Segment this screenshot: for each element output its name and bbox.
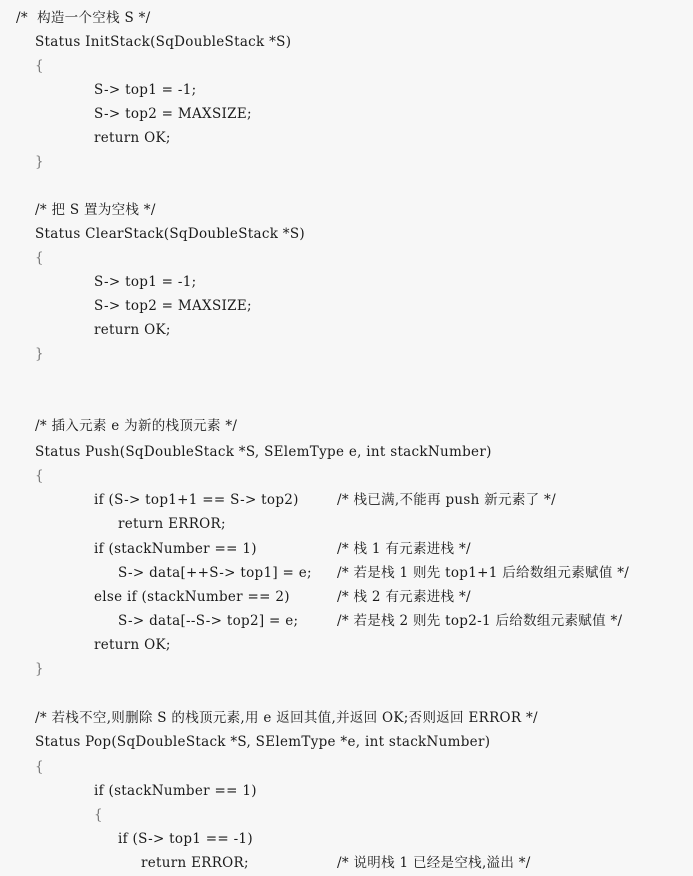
code-line: Status ClearStack(SqDoubleStack *S): [35, 226, 305, 242]
brace-open: {: [35, 468, 44, 484]
code-line: S-> top2 = MAXSIZE;: [94, 298, 252, 314]
inline-comment: /* 栈 1 有元素进栈 */: [337, 541, 471, 557]
code-line: return OK;: [94, 130, 171, 146]
brace-open: {: [35, 58, 44, 74]
inline-comment: /* 说明栈 1 已经是空栈,溢出 */: [337, 855, 531, 871]
code-line: Status Pop(SqDoubleStack *S, SElemType *e, int stackNumber): [35, 734, 491, 750]
brace-close: }: [35, 346, 44, 362]
code-line: S-> data[++S-> top1] = e;: [118, 565, 312, 581]
code-line: return ERROR;: [141, 855, 249, 871]
code-line: if (stackNumber == 1): [94, 783, 257, 799]
inline-comment: /* 若是栈 2 则先 top2-1 后给数组元素赋值 */: [337, 613, 623, 629]
brace-open: {: [35, 250, 44, 266]
comment-pop: /* 若栈不空,则删除 S 的栈顶元素,用 e 返回其值,并返回 OK;否则返回 ERROR */: [35, 710, 538, 726]
brace-close: }: [35, 661, 44, 677]
code-line: S-> data[--S-> top2] = e;: [118, 613, 299, 629]
brace-open: {: [94, 807, 103, 823]
code-line: Status Push(SqDoubleStack *S, SElemType e, int stackNumber): [35, 444, 492, 460]
brace-close: }: [35, 154, 44, 170]
inline-comment: /* 若是栈 1 则先 top1+1 后给数组元素赋值 */: [337, 565, 630, 581]
inline-comment: /* 栈已满,不能再 push 新元素了 */: [337, 492, 556, 508]
code-line: if (S-> top1+1 == S-> top2): [94, 492, 299, 508]
code-line: if (S-> top1 == -1): [118, 831, 253, 847]
code-line: return OK;: [94, 322, 171, 338]
code-line: S-> top2 = MAXSIZE;: [94, 106, 252, 122]
code-line: return OK;: [94, 637, 171, 653]
inline-comment: /* 栈 2 有元素进栈 */: [337, 589, 471, 605]
comment-init: /* 构造一个空栈 S */: [16, 10, 151, 26]
code-line: else if (stackNumber == 2): [94, 589, 290, 605]
comment-clear: /* 把 S 置为空栈 */: [35, 202, 156, 218]
brace-open: {: [35, 759, 44, 775]
code-line: S-> top1 = -1;: [94, 82, 197, 98]
code-line: Status InitStack(SqDoubleStack *S): [35, 34, 292, 50]
code-line: S-> top1 = -1;: [94, 274, 197, 290]
code-line: if (stackNumber == 1): [94, 541, 257, 557]
code-line: return ERROR;: [118, 516, 226, 532]
comment-push: /* 插入元素 e 为新的栈顶元素 */: [35, 418, 238, 434]
